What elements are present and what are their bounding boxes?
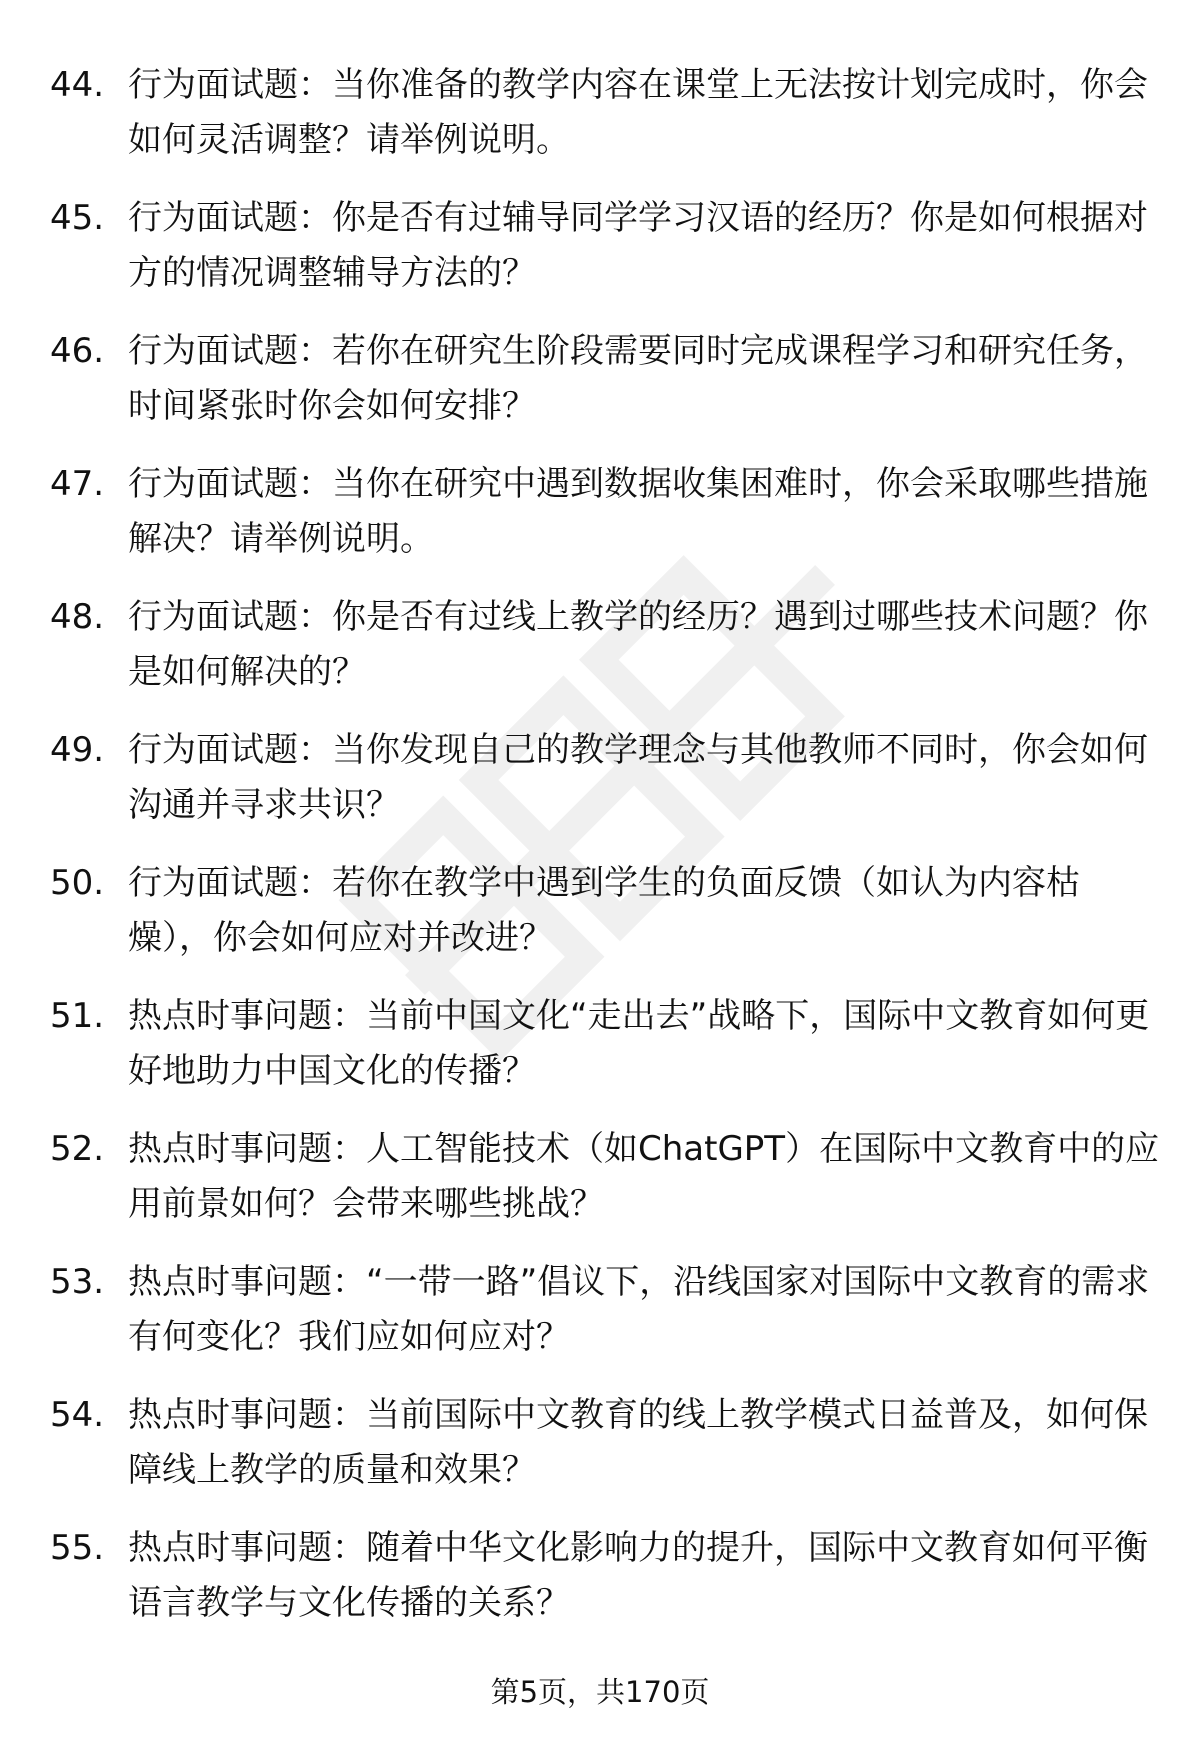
question-text: 行为面试题：你是否有过线上教学的经历？遇到过哪些技术问题？你是如何解决的？: [128, 597, 1148, 692]
question-item-46: [50, 324, 1160, 434]
question-text: 热点时事问题：“一带一路”倡议下，沿线国家对国际中文教育的需求有何变化？我们应如何应对？: [128, 1262, 1150, 1357]
question-text: 热点时事问题：当前中国文化“走出去”战略下，国际中文教育如何更好地助力中国文化的传播？: [128, 996, 1150, 1091]
question-list: [50, 58, 1160, 1654]
question-item-51: [50, 989, 1160, 1099]
question-number: 46.: [50, 331, 105, 371]
question-text: 行为面试题：当你发现自己的教学理念与其他教师不同时，你会如何沟通并寻求共识？: [128, 730, 1148, 825]
question-text: 行为面试题：当你在研究中遇到数据收集困难时，你会采取哪些措施解决？请举例说明。: [128, 464, 1148, 559]
page-footer: [0, 1672, 1200, 1712]
question-number: 50.: [50, 863, 105, 903]
question-number: 44.: [50, 65, 105, 105]
question-text: 行为面试题：若你在教学中遇到学生的负面反馈（如认为内容枯燥），你会如何应对并改进？: [128, 863, 1080, 958]
question-text: 热点时事问题：当前国际中文教育的线上教学模式日益普及，如何保障线上教学的质量和效果？: [128, 1395, 1148, 1490]
question-item-55: [50, 1521, 1160, 1631]
question-item-45: [50, 191, 1160, 301]
question-item-53: [50, 1255, 1160, 1365]
question-item-47: [50, 457, 1160, 567]
question-item-48: [50, 590, 1160, 700]
question-text: 行为面试题：当你准备的教学内容在课堂上无法按计划完成时，你会如何灵活调整？请举例说明。: [128, 65, 1148, 160]
question-item-50: [50, 856, 1160, 966]
question-number: 49.: [50, 730, 105, 770]
question-text: 热点时事问题：人工智能技术（如ChatGPT）在国际中文教育中的应用前景如何？会带来哪些挑战？: [128, 1129, 1160, 1224]
question-number: 45.: [50, 198, 105, 238]
question-number: 47.: [50, 464, 105, 504]
question-number: 54.: [50, 1395, 105, 1435]
question-number: 53.: [50, 1262, 105, 1302]
question-item-54: [50, 1388, 1160, 1498]
question-item-49: [50, 723, 1160, 833]
question-text: 热点时事问题：随着中华文化影响力的提升，国际中文教育如何平衡语言教学与文化传播的关系？: [128, 1528, 1148, 1623]
question-number: 52.: [50, 1129, 105, 1169]
question-number: 51.: [50, 996, 105, 1036]
question-item-52: [50, 1122, 1160, 1232]
question-number: 48.: [50, 597, 105, 637]
question-text: 行为面试题：若你在研究生阶段需要同时完成课程学习和研究任务，时间紧张时你会如何安排？: [128, 331, 1148, 426]
question-number: 55.: [50, 1528, 105, 1568]
question-text: 行为面试题：你是否有过辅导同学学习汉语的经历？你是如何根据对方的情况调整辅导方法的？: [128, 198, 1148, 293]
question-item-44: [50, 58, 1160, 168]
page-indicator: 第5页，共170页: [490, 1675, 710, 1709]
